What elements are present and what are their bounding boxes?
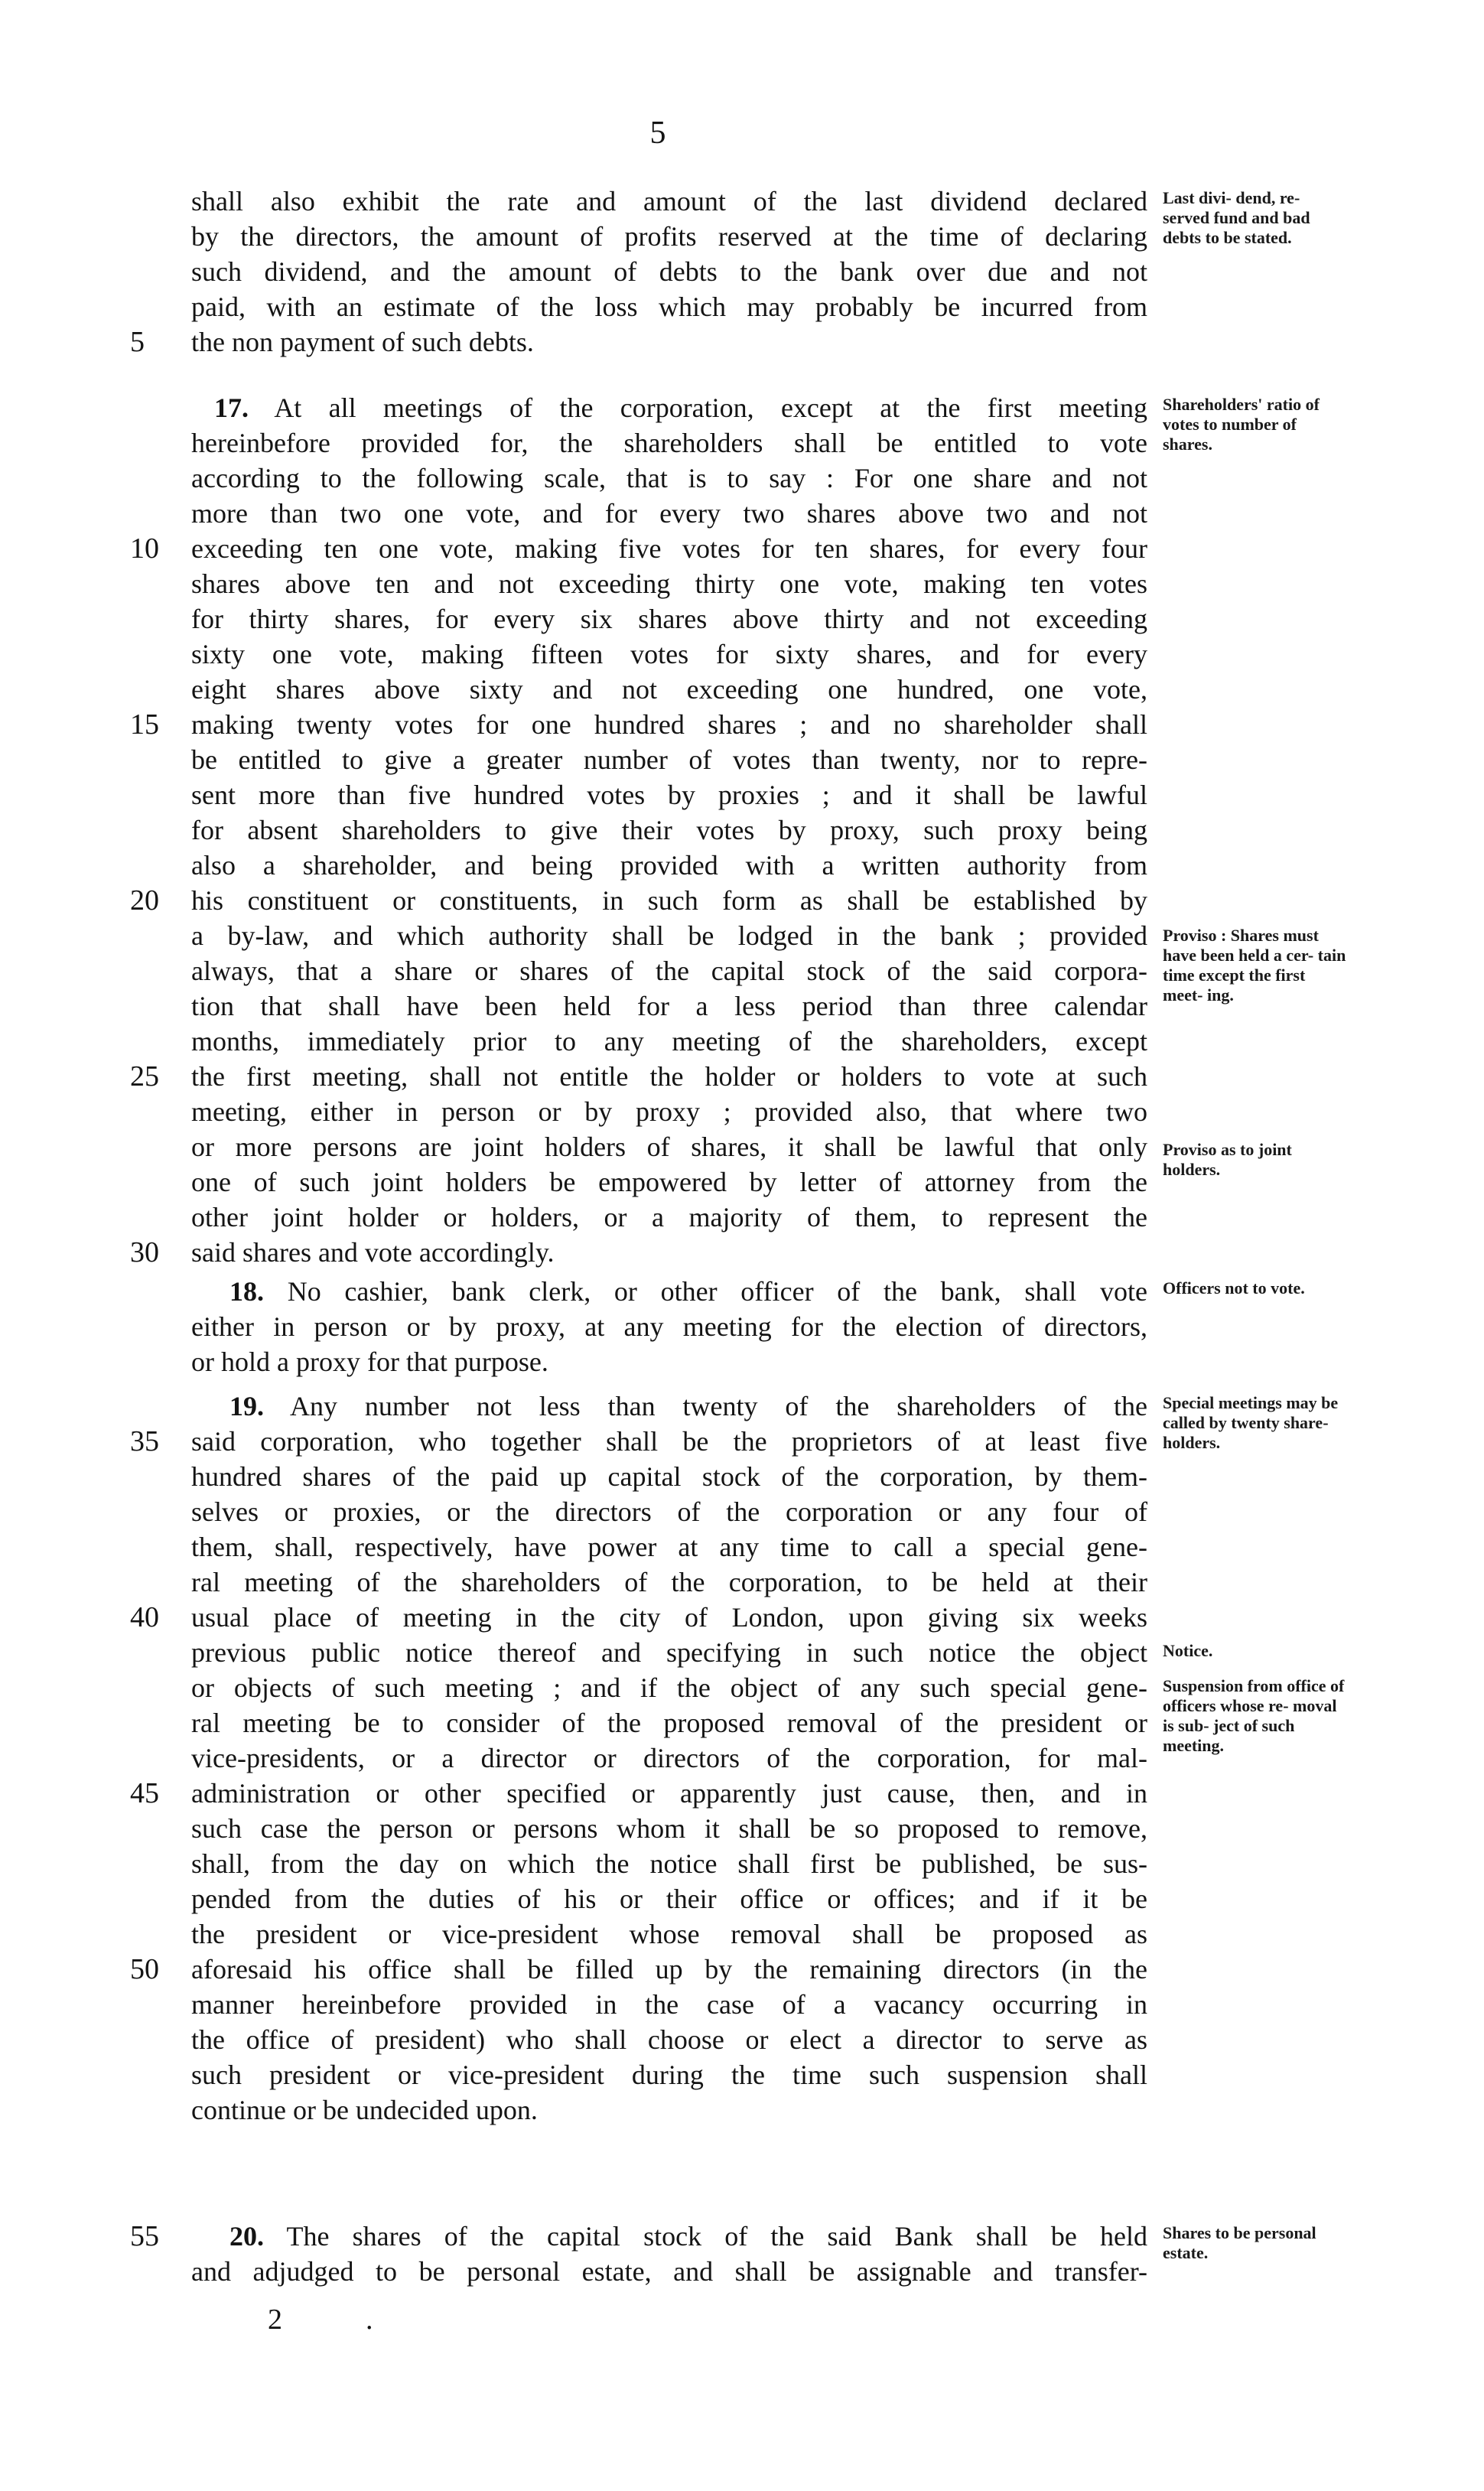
text-line [0, 254, 1484, 289]
line-text: said corporation, who together shall be the proprietors of at least five [191, 1426, 1147, 1457]
text-line [0, 1952, 1484, 1987]
line-text: be entitled to give a greater number of votes than twenty, nor to repre- [191, 744, 1147, 775]
text-line [0, 324, 1484, 360]
line-text: such case the person or persons whom it shall be so proposed to remove, [191, 1813, 1147, 1844]
text-line [0, 1565, 1484, 1600]
text-line [0, 2057, 1484, 2092]
line-text: by the directors, the amount of profits reserved at the time of declaring [191, 221, 1147, 252]
text-line [0, 848, 1484, 883]
line-text: making twenty votes for one hundred shares ; and no shareholder shall [191, 709, 1147, 740]
line-text: meeting, either in person or by proxy ; provided also, that where two [191, 1096, 1147, 1127]
line-text: eight shares above sixty and not exceeding one hundred, one vote, [191, 674, 1147, 705]
text-line [0, 777, 1484, 812]
line-text: paid, with an estimate of the loss which may probably be incurred from [191, 291, 1147, 322]
line-text: shall also exhibit the rate and amount of the last dividend declared [191, 186, 1147, 217]
margin-note: Shareholders' ratio of votes to number of shares. [1163, 395, 1320, 454]
line-text [229, 1389, 1147, 1424]
section-number: 18. [229, 1276, 264, 1307]
section-number: 19. [229, 1391, 264, 1421]
section-18 [0, 1274, 1484, 1379]
text-line [0, 461, 1484, 496]
text-line [0, 1811, 1484, 1846]
line-text: the office of president) who shall choose or elect a director to serve as [191, 2024, 1147, 2055]
line-text: tion that shall have been held for a less period than three calendar [191, 991, 1147, 1021]
section-19 [0, 1389, 1484, 2128]
line-text: or objects of such meeting ; and if the object of any such special gene- [191, 1672, 1147, 1703]
line-text: either in person or by proxy, at any meeting for the election of directors, [191, 1311, 1147, 1342]
margin-note: Last divi- dend, re- served fund and bad debts to be stated. [1163, 188, 1310, 247]
text-line [0, 1309, 1484, 1344]
line-number: 25 [130, 1060, 159, 1092]
text-line [0, 1459, 1484, 1494]
text-line [0, 1094, 1484, 1129]
line-text-body: The shares of the capital stock of the said Bank shall be held [286, 2221, 1147, 2252]
line-text-body: At all meetings of the corporation, except at the first meeting [274, 392, 1147, 423]
line-text: hereinbefore provided for, the shareholders shall be entitled to vote [191, 428, 1147, 458]
line-text: the first meeting, shall not entitle the holder or holders to vote at such [191, 1061, 1147, 1092]
section-20 [0, 2219, 1484, 2289]
line-text: months, immediately prior to any meeting of the shareholders, except [191, 1026, 1147, 1057]
page-number: 5 [649, 116, 666, 151]
line-text: manner hereinbefore provided in the case of a vacancy occurring in [191, 1989, 1147, 2020]
line-text: pended from the duties of his or their office or offices; and if it be [191, 1884, 1147, 1914]
line-text [229, 2219, 1147, 2254]
text-line [0, 566, 1484, 601]
margin-note: Officers not to vote. [1163, 1278, 1305, 1298]
line-text [214, 390, 1147, 425]
line-text: said shares and vote accordingly. [191, 1237, 555, 1268]
line-number: 45 [130, 1777, 159, 1809]
text-line [0, 1846, 1484, 1881]
line-text: sixty one vote, making fifteen votes for sixty shares, and for every [191, 639, 1147, 669]
line-text: other joint holder or holders, or a majority of them, to represent the [191, 1202, 1147, 1232]
line-number: 5 [130, 326, 145, 358]
text-line [0, 637, 1484, 672]
section-17 [0, 390, 1484, 1270]
margin-note: Shares to be personal estate. [1163, 2223, 1316, 2262]
line-text: shares above ten and not exceeding thirty one vote, making ten votes [191, 568, 1147, 599]
signature-mark: 2 [268, 2304, 282, 2336]
line-text: such president or vice-president during the time such suspension shall [191, 2060, 1147, 2090]
line-text: or hold a proxy for that purpose. [191, 1346, 548, 1377]
line-number: 55 [130, 2220, 159, 2252]
text-line [0, 1200, 1484, 1235]
line-text: or more persons are joint holders of shares, it shall be lawful that only [191, 1132, 1147, 1162]
margin-note: Proviso : Shares must have been held a cer- tain time except the first meet- ing. [1163, 926, 1346, 1005]
text-line [0, 1600, 1484, 1635]
line-text: a by-law, and which authority shall be lodged in the bank ; provided [191, 920, 1147, 951]
line-number: 10 [130, 532, 159, 565]
line-number: 15 [130, 708, 159, 741]
line-text [229, 1274, 1147, 1309]
line-text-body: No cashier, bank clerk, or other officer of the bank, shall vote [287, 1276, 1147, 1307]
line-text: aforesaid his office shall be filled up by the remaining directors (in the [191, 1954, 1147, 1985]
line-number: 30 [130, 1236, 159, 1268]
text-line [0, 1529, 1484, 1565]
line-number: 40 [130, 1601, 159, 1633]
line-text: administration or other specified or apparently just cause, then, and in [191, 1778, 1147, 1809]
line-text: such dividend, and the amount of debts to the bank over due and not [191, 256, 1147, 287]
line-text: more than two one vote, and for every two shares above two and not [191, 498, 1147, 529]
text-line [0, 1881, 1484, 1916]
line-text: ral meeting of the shareholders of the corporation, to be held at their [191, 1567, 1147, 1597]
text-line [0, 707, 1484, 742]
text-line [0, 812, 1484, 848]
text-line [0, 2022, 1484, 2057]
section-number: 17. [214, 392, 249, 423]
line-text: them, shall, respectively, have power at any time to call a special gene- [191, 1532, 1147, 1562]
line-number: 35 [130, 1425, 159, 1457]
line-text: usual place of meeting in the city of London, upon giving six weeks [191, 1602, 1147, 1633]
text-line [0, 1494, 1484, 1529]
line-number: 50 [130, 1953, 159, 1985]
line-text: always, that a share or shares of the capital stock of the said corpora- [191, 956, 1147, 986]
line-text: vice-presidents, or a director or directors of the corporation, for mal- [191, 1743, 1147, 1773]
text-line [0, 1024, 1484, 1059]
text-line [0, 289, 1484, 324]
line-number: 20 [130, 884, 159, 917]
text-line [0, 1344, 1484, 1379]
text-line [0, 496, 1484, 531]
text-line [0, 672, 1484, 707]
line-text: his constituent or constituents, in such form as shall be established by [191, 885, 1147, 916]
line-text: selves or proxies, or the directors of the corporation or any four of [191, 1496, 1147, 1527]
line-text: according to the following scale, that is to say : For one share and not [191, 463, 1147, 493]
line-text: one of such joint holders be empowered by letter of attorney from the [191, 1167, 1147, 1197]
line-text: for thirty shares, for every six shares above thirty and not exceeding [191, 604, 1147, 634]
text-line [0, 1059, 1484, 1094]
line-text: sent more than five hundred votes by proxies ; and it shall be lawful [191, 780, 1147, 810]
paragraph-intro [0, 184, 1484, 360]
line-text: for absent shareholders to give their votes by proxy, such proxy being [191, 815, 1147, 845]
line-text: the president or vice-president whose removal shall be proposed as [191, 1919, 1147, 1949]
line-text: also a shareholder, and being provided with a written authority from [191, 850, 1147, 881]
line-text: shall, from the day on which the notice shall first be published, be sus- [191, 1848, 1147, 1879]
margin-note: Suspension from office of officers whose re- moval is sub- ject of such meeting. [1163, 1676, 1345, 1755]
line-text: ral meeting be to consider of the proposed removal of the president or [191, 1708, 1147, 1738]
text-line [0, 601, 1484, 637]
text-line [0, 2092, 1484, 2128]
line-text: previous public notice thereof and specifying in such notice the object [191, 1637, 1147, 1668]
line-text: the non payment of such debts. [191, 327, 534, 357]
text-line [0, 1235, 1484, 1270]
line-text: exceeding ten one vote, making five votes for ten shares, for every four [191, 533, 1147, 564]
line-text-body: Any number not less than twenty of the shareholders of the [289, 1391, 1147, 1421]
text-line [0, 1987, 1484, 2022]
line-text: continue or be undecided upon. [191, 2095, 538, 2125]
margin-note: Proviso as to joint holders. [1163, 1140, 1292, 1179]
section-number: 20. [229, 2221, 264, 2252]
margin-note: Special meetings may be called by twenty share- holders. [1163, 1393, 1339, 1452]
text-line [0, 1776, 1484, 1811]
line-text: hundred shares of the paid up capital stock of the corporation, by them- [191, 1461, 1147, 1492]
text-line [0, 1916, 1484, 1952]
text-line [0, 883, 1484, 918]
margin-note: Notice. [1163, 1641, 1213, 1660]
signature-dot: . [366, 2304, 373, 2336]
line-text: and adjudged to be personal estate, and shall be assignable and transfer- [191, 2256, 1147, 2287]
text-line [0, 531, 1484, 566]
text-line [0, 742, 1484, 777]
